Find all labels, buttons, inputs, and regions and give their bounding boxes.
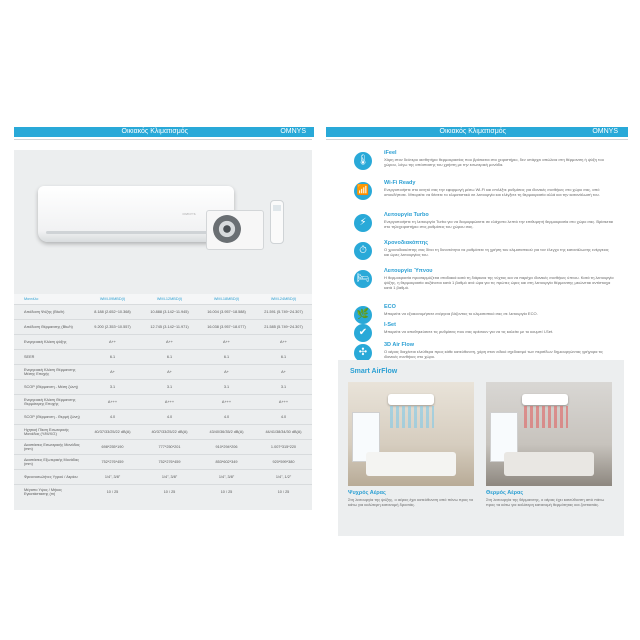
- table-row: [14, 335, 312, 350]
- feature-title: iFeel: [384, 150, 397, 156]
- cool-airflow: [390, 406, 434, 428]
- column-header: WMI-09MBD(I): [84, 294, 141, 305]
- table-cell: 4.0: [198, 410, 255, 425]
- warm-caption: [486, 490, 612, 507]
- cool-caption: [348, 490, 474, 507]
- brand-logo: OMNYS: [592, 128, 618, 135]
- column-header: Μοντέλο: [14, 294, 84, 305]
- table-cell: A+: [255, 365, 312, 380]
- row-label: Απόδοση Ψύξης (Btu/h): [14, 305, 84, 320]
- feature-text: Χάρη στον δεύτερο αισθητήρα θερμοκρασίας που βρίσκεται στο χειριστήριο, δεν υπάρχει απώλεια στη θέρμανση ή ψύξη του χώρου, λόγω της απόστασης του χρήστη με την εσωτερική μονάδα.: [384, 157, 604, 167]
- section-heading: Smart AirFlow: [350, 368, 398, 375]
- iset-icon: ✔: [354, 324, 372, 342]
- table-cell: 6.1: [141, 350, 198, 365]
- turbo-icon: ⚡: [354, 214, 372, 232]
- table-cell: A+: [198, 365, 255, 380]
- outdoor-unit-image: [206, 210, 264, 250]
- table-cell: 9.200 (2.353~10.557): [84, 320, 141, 335]
- table-cell: 698*255*190: [84, 440, 141, 455]
- feature-text: Ενεργοποιήστε τη λειτουργία Turbo για να διαμορφώσετε σε ελάχιστο λεπτό την επιθυμητή θερμοκρασία στο χώρο σας. Βρίσκεται στο τηλεχειριστήριο στις ρυθμίσεις του χώρου σας.: [384, 219, 614, 229]
- table-cell: 3.1: [84, 380, 141, 395]
- table-cell: 40/37/33/25/22 dB(A): [84, 425, 141, 440]
- warm-room-image: [486, 382, 612, 486]
- cool-room-image: [348, 382, 474, 486]
- table-row: [14, 365, 312, 380]
- table-cell: 777*250*201: [141, 440, 198, 455]
- header-title: Οικιακός Κλιματισμός: [121, 128, 188, 135]
- table-cell: A+++: [255, 395, 312, 410]
- caption-text: Στη λειτουργία της θέρμανσης, ο αέρας έχει κατεύθυνση από πάνω προς τα κάτω για καλύτερη κατανομή θερμότητας και ζεστασιάς.: [486, 497, 605, 507]
- caption-title: Ψυχρός Αέρας: [348, 490, 386, 496]
- row-label: Διαστάσεις Εσωτερικής Μονάδας (mm): [14, 440, 84, 455]
- table-row: [14, 485, 312, 500]
- wifi-icon: 📶: [354, 182, 372, 200]
- table-cell: 44/41/38/34/30 dB(A): [255, 425, 312, 440]
- table-cell: 3.1: [141, 380, 198, 395]
- table-cell: 12.745 (3.142~11.971): [141, 320, 198, 335]
- column-header: WMI-24MBD(I): [255, 294, 312, 305]
- feature-text: Η θερμοκρασία προσαρμόζεται σταδιακά κατά τη διάρκεια της νύχτας και να παρέχει ιδανικές συνθήκες ύπνου. Κατά τη λειτουργία ψύξης, η θερμοκρασία αυξάνεται κατά 1 βαθμό ανά ώρα για τις πρώτες ώρες και στη λειτουργία θέρμανσης μειώνεται αντίστοιχα κατά 1 βαθμό.: [384, 275, 614, 290]
- feature-title: Wi-Fi Ready: [384, 180, 416, 186]
- feature-title: I-Set: [384, 322, 396, 328]
- table-cell: 43/40/36/35/2 dB(A): [198, 425, 255, 440]
- table-cell: 16.038 (3.957~18.077): [198, 320, 255, 335]
- table-cell: 10 / 25: [198, 485, 255, 500]
- table-cell: 1/4", 3/8": [84, 470, 141, 485]
- table-row: [14, 395, 312, 410]
- row-label: Ενεργειακή Κλάση Θέρμανσης Θερμότερης Εποχής: [14, 395, 84, 410]
- row-label: SCOP (Θέρμανση - Θερμή ζώνη): [14, 410, 84, 425]
- eco-leaf-icon: 🌿: [354, 306, 372, 324]
- row-label: Απόδοση Θέρμανσης (Btu/h): [14, 320, 84, 335]
- caption-title: Θερμός Αέρας: [486, 490, 524, 496]
- table-cell: 40/37/33/25/22 dB(A): [141, 425, 198, 440]
- row-label: Διαστάσεις Εξωτερικής Μονάδας (mm): [14, 455, 84, 470]
- table-row: [14, 305, 312, 320]
- table-cell: 4.0: [84, 410, 141, 425]
- table-cell: 10 / 25: [84, 485, 141, 500]
- table-row: [14, 320, 312, 335]
- table-cell: 4.0: [255, 410, 312, 425]
- thermometer-icon: 🌡: [354, 152, 372, 170]
- table-cell: 1/4", 1/2": [255, 470, 312, 485]
- feature-text: Μπορείτε να αποθηκεύσετε τις ρυθμίσεις που σας αρέσουν για να τις καλείτε με το κουμπί I-Set.: [384, 329, 554, 334]
- spec-panel: [14, 150, 312, 510]
- table-cell: A++: [198, 335, 255, 350]
- unit-logo: OMNYS: [182, 212, 196, 216]
- table-cell: 3.1: [255, 380, 312, 395]
- spec-table: [14, 294, 312, 499]
- warm-airflow: [524, 406, 568, 428]
- feature-title: 3D Air Flow: [384, 342, 415, 348]
- table-row: [14, 455, 312, 470]
- row-label: SEER: [14, 350, 84, 365]
- table-cell: 10.888 (3.142~11.945): [141, 305, 198, 320]
- smart-airflow-section: [338, 360, 624, 536]
- table-cell: A++: [141, 335, 198, 350]
- column-header: WMI-18MBD(I): [198, 294, 255, 305]
- table-cell: 910*294*206: [198, 440, 255, 455]
- divider: [14, 139, 312, 143]
- header-title: Οικιακός Κλιματισμός: [439, 128, 506, 135]
- table-row: [14, 470, 312, 485]
- table-cell: 1/4", 3/8": [198, 470, 255, 485]
- table-cell: A++: [84, 335, 141, 350]
- sofa: [366, 452, 456, 476]
- feature-title: Λειτουργία Turbo: [384, 212, 429, 218]
- row-label: Μέγιστο Υψος / Μήκος Εγκατάστασης (m): [14, 485, 84, 500]
- table-cell: 10 / 25: [255, 485, 312, 500]
- table-cell: 6.1: [84, 350, 141, 365]
- feature-title: ECO: [384, 304, 396, 310]
- fan-icon: [213, 215, 241, 243]
- caption-text: Στη λειτουργία της ψύξης, ο αέρας έχει κατεύθυνση από πάνω προς τα κάτω για καλύτερη κατανομή δροσιάς.: [348, 497, 473, 507]
- table-cell: 1/4", 3/8": [141, 470, 198, 485]
- table-cell: 16.004 (3.957~18.588): [198, 305, 255, 320]
- indoor-unit-image: [38, 186, 234, 242]
- ac-unit: [388, 394, 434, 405]
- row-label: Ενεργειακή Κλάση ψύξης: [14, 335, 84, 350]
- air-vent: [46, 231, 226, 234]
- header-bar-left: [14, 127, 314, 137]
- table-cell: 752*276*459: [84, 455, 141, 470]
- table-cell: A+: [84, 365, 141, 380]
- airflow-icon: ✣: [354, 344, 372, 362]
- column-header: WMI-12MBD(I): [141, 294, 198, 305]
- table-cell: 6.1: [198, 350, 255, 365]
- table-cell: 4.0: [141, 410, 198, 425]
- table-cell: A+++: [84, 395, 141, 410]
- table-cell: 21.585 (5.749~24.307): [255, 320, 312, 335]
- divider: [326, 139, 628, 143]
- table-row: [14, 410, 312, 425]
- feature-title: Λειτουργία Ύπνου: [384, 268, 433, 274]
- header-bar-right: [326, 127, 628, 137]
- row-label: Ηχητική Πίεση Εσωτερικής Μονάδας (Υ/Μ/Χ/Σ): [14, 425, 84, 440]
- table-cell: 8.188 (2.652~10.368): [84, 305, 141, 320]
- table-row: [14, 350, 312, 365]
- table-cell: 752*276*459: [141, 455, 198, 470]
- table-cell: A++: [255, 335, 312, 350]
- brand-logo: OMNYS: [280, 128, 306, 135]
- row-label: Ενεργειακή Κλάση Θέρμανσης Μέσης Εποχής: [14, 365, 84, 380]
- table-row: [14, 425, 312, 440]
- table-cell: A+: [141, 365, 198, 380]
- table-cell: 6.1: [255, 350, 312, 365]
- table-row: [14, 440, 312, 455]
- feature-text: Ενεργοποιήστε στο κινητό σας την εφαρμογή μέσω Wi-Fi και επιλέξτε ρυθμίσεις για ιδανικές συνθήκες στο χώρο σας, από οπουδήποτε. Μπορείτε να θέσετε το κλιματιστικό σε λειτουργία και ελέγξετε τη θερμοκρασία αλλά και την κατανάλωσή του.: [384, 187, 600, 197]
- clock-icon: ⏱: [354, 242, 372, 260]
- row-label: SCOP (Θέρμανση - Μέση ζώνη): [14, 380, 84, 395]
- remote-control-image: [270, 200, 284, 244]
- table-cell: A+++: [141, 395, 198, 410]
- table-cell: 10 / 25: [141, 485, 198, 500]
- feature-text: Ο αέρας διαχέεται ελεύθερα προς κάθε κατεύθυνση, χάρη στον ειδικό σχεδιασμό των περσίδων δημιουργώντας γρήγορα τις ιδανικές συνθήκες στο χώρο.: [384, 349, 603, 359]
- table-cell: 853*602*349: [198, 455, 255, 470]
- table-cell: 3.1: [198, 380, 255, 395]
- table-cell: 21.591 (5.749~24.307): [255, 305, 312, 320]
- table-cell: A+++: [198, 395, 255, 410]
- table-cell: 920*599*380: [255, 455, 312, 470]
- feature-title: Χρονοδιακόπτης: [384, 240, 429, 246]
- table-row: [14, 380, 312, 395]
- feature-text: Ο χρονοδιακόπτης σας δίνει τη δυνατότητα να ρυθμίσετε τη χρήση του κλιματιστικού για τον έλεγχο της κατανάλωσης ενέργειας και ώρες λειτουργίας του.: [384, 247, 609, 257]
- bed: [504, 452, 594, 476]
- row-label: Φρεονοσωλήνες Υγρού / Αερίου: [14, 470, 84, 485]
- ac-unit: [522, 394, 568, 405]
- table-cell: 1.007*315*220: [255, 440, 312, 455]
- bed-icon: 🛏: [354, 270, 372, 288]
- feature-text: Μπορείτε να εξοικονομήσετε ενέργεια βάζοντας το κλιματιστικό σας σε λειτουργία ECO.: [384, 311, 538, 316]
